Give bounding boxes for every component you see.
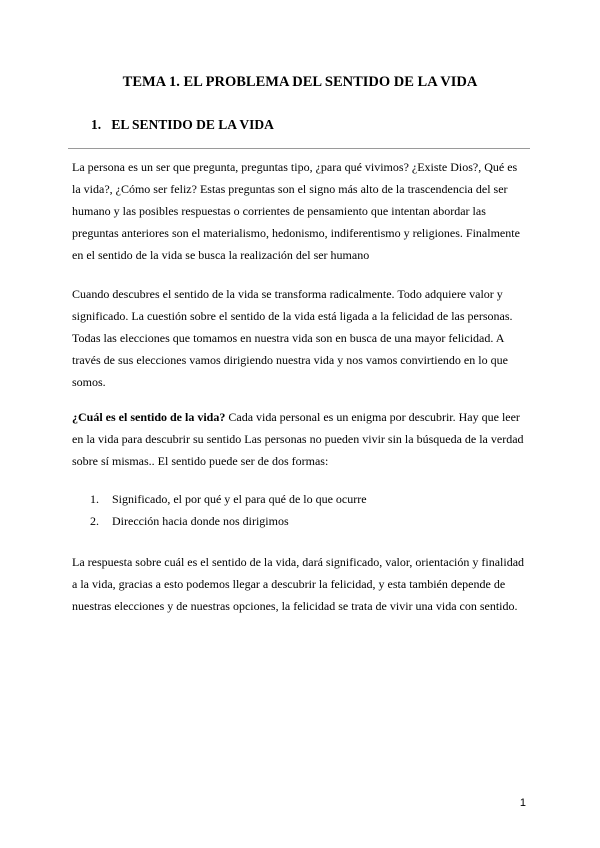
list-item-text: Dirección hacia donde nos dirigimos <box>112 514 289 528</box>
paragraph-4: La respuesta sobre cuál es el sentido de la vida, dará significado, valor, orientación y finalidad a la vida, gracias a esto podemos llegar a descubrir la felicidad, y esta también depende de nuestras elecciones y de nuestras opciones, la felicidad se trata de vivir una vida con sentido. <box>72 555 525 613</box>
paragraph-3 <box>72 406 528 472</box>
numbered-list <box>90 488 520 532</box>
list-item <box>90 488 520 510</box>
section-title: EL SENTIDO DE LA VIDA <box>111 117 274 132</box>
list-item-number: 1. <box>90 492 99 506</box>
list-item-number: 2. <box>90 514 99 528</box>
list-item <box>90 510 520 532</box>
section-divider <box>68 148 530 149</box>
paragraph-2: Cuando descubres el sentido de la vida se transforma radicalmente. Todo adquiere valor y significado. La cuestión sobre el sentido de la vida está ligada a la felicidad de las personas. Todas las elecciones que tomamos en nuestra vida son en busca de una mayor felicidad. A través de sus elecciones vamos dirigiendo nuestra vida y nos vamos convirtiendo en lo que somos. <box>72 287 513 389</box>
page-number: 1 <box>519 797 526 809</box>
section-number: 1. <box>91 117 102 132</box>
paragraph-3-question: ¿Cuál es el sentido de la vida? <box>72 410 226 424</box>
paragraph-3-text: Cada vida personal es un enigma por descubrir. Hay que leer en la vida para descubrir su sentido Las personas no pueden vivir sin la búsqueda de la verdad sobre sí mismas.. El sentido puede ser de dos formas: <box>72 410 524 468</box>
document-title: TEMA 1. EL PROBLEMA DEL SENTIDO DE LA VIDA <box>122 74 478 90</box>
list-item-text: Significado, el por qué y el para qué de lo que ocurre <box>112 492 367 506</box>
paragraph-1: La persona es un ser que pregunta, preguntas tipo, ¿para qué vivimos? ¿Existe Dios?, Qué es la vida?, ¿Cómo ser feliz? Estas preguntas son el signo más alto de la trascendencia del ser humano y las posibles respuestas o corrientes de pensamiento que intentan abordar las preguntas anteriores son el materialismo, hedonismo, indiferentismo y religiones. Finalmente en el sentido de la vida se busca la realización del ser humano <box>72 160 520 262</box>
section-heading <box>91 117 274 133</box>
